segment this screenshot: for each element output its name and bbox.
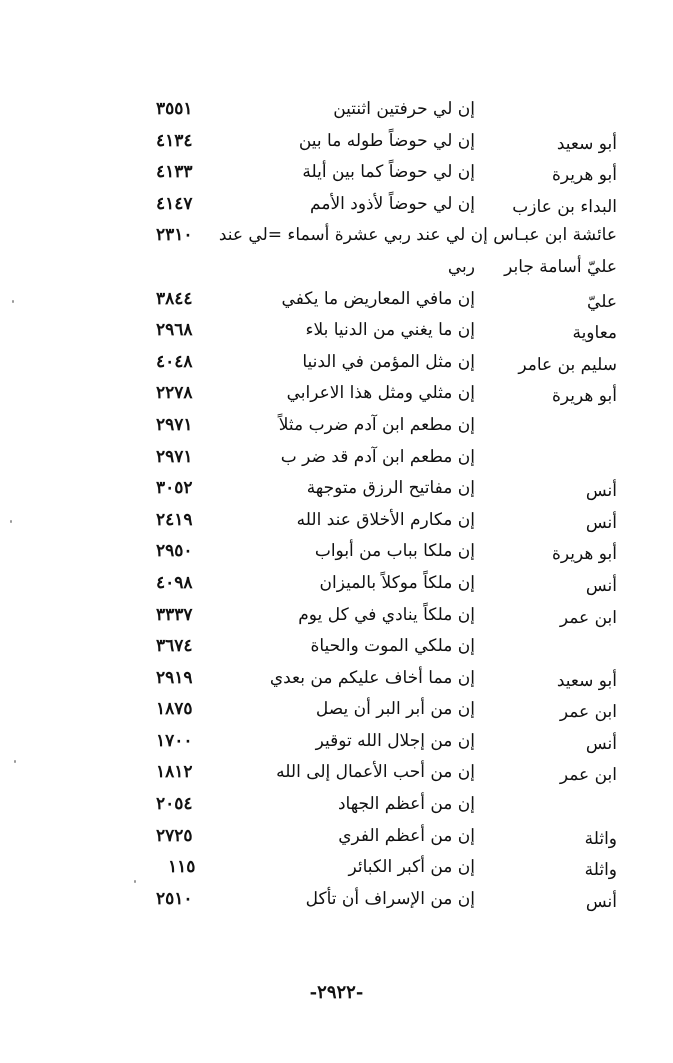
narrator: ابن عمر	[559, 607, 617, 628]
narrator: أنس	[585, 575, 617, 596]
index-row-25	[0, 852, 673, 884]
hadith-number: ٢٤١٩	[156, 509, 193, 530]
index-row-12	[0, 442, 673, 474]
hadith-opening: إن لي حوضاً طوله ما بين	[298, 130, 475, 151]
hadith-opening: إن مثلي ومثل هذا الاعرابي	[286, 383, 475, 404]
index-row-9	[0, 347, 673, 379]
hadith-opening: إن ما يغني من الدنيا بلاء	[305, 320, 475, 341]
hadith-opening: إن ملكا بباب من أبواب	[314, 541, 475, 562]
hadith-opening: عائشة ابن عبـاس إن لي عند ربي عشرة أسماء =لي عند	[218, 225, 617, 246]
page-number: -٢٩٢٢-	[309, 982, 364, 1003]
index-row-17	[0, 600, 673, 632]
hadith-number: ٢٩٥٠	[156, 541, 193, 562]
hadith-opening: إن من أحب الأعمال إلى الله	[276, 762, 475, 783]
hadith-opening: إن لي حرفتين اثنتين	[333, 99, 475, 119]
hadith-number: ٢٩٧١	[156, 446, 193, 467]
hadith-opening: إن لي حوضاً لأذود الأمم	[310, 193, 475, 214]
hadith-number: ٤٠٩٨	[156, 572, 193, 593]
narrator: أبو هريرة	[551, 544, 617, 565]
narrator: سليم بن عامر	[518, 354, 617, 375]
index-row-21	[0, 726, 673, 758]
hadith-number: ٤٠٤٨	[156, 351, 193, 372]
hadith-number: ١٨٧٥	[156, 699, 193, 720]
index-row-4	[0, 189, 673, 221]
hadith-opening: ربي	[447, 256, 475, 277]
index-row-20	[0, 694, 673, 726]
hadith-number: ٣٣٣٧	[156, 604, 193, 625]
narrator: أبو سعيد	[556, 133, 617, 154]
index-row-19	[0, 663, 673, 695]
hadith-opening: إن مثل المؤمن في الدنيا	[302, 351, 475, 372]
hadith-number: ٤١٤٧	[156, 193, 193, 214]
hadith-number: ٢٩٦٨	[156, 320, 193, 341]
index-row-16	[0, 568, 673, 600]
index-row-6	[0, 252, 673, 284]
hadith-opening: إن لي حوضاً كما بين أيلة	[302, 162, 475, 183]
hadith-index-list	[0, 94, 673, 915]
narrator: معاوية	[572, 323, 617, 344]
index-row-18	[0, 631, 673, 663]
narrator: أبو هريرة	[551, 165, 617, 186]
hadith-opening: إن من الإسراف أن تأكل	[305, 888, 475, 909]
paper-speck	[134, 880, 136, 883]
hadith-opening: إن ملكي الموت والحياة	[310, 636, 475, 657]
narrator: واثلة	[584, 828, 617, 849]
hadith-opening: إن من أعظم الجهاد	[337, 794, 475, 815]
narrator: ابن عمر	[559, 702, 617, 723]
hadith-opening: إن مطعم ابن آدم قد ضر ب	[280, 446, 475, 467]
narrator: عليّ	[587, 291, 617, 312]
narrator: ابن عمر	[559, 765, 617, 786]
hadith-opening: إن ملكاً موكلاً بالميزان	[319, 572, 475, 593]
hadith-number: ٢٣١٠	[156, 225, 193, 246]
hadith-number: ١٧٠٠	[156, 730, 193, 751]
hadith-number: ٤١٣٣	[156, 162, 193, 183]
hadith-number: ٤١٣٤	[156, 130, 193, 151]
hadith-opening: إن مما أخاف عليكم من بعدي	[269, 667, 475, 688]
hadith-number: ٢٢٧٨	[156, 383, 193, 404]
index-row-5	[0, 220, 673, 252]
hadith-number: ٢٧٢٥	[156, 825, 193, 846]
narrator: البداء بن عازب	[512, 196, 617, 217]
hadith-opening: إن من أكبر الكبائر	[348, 857, 475, 878]
index-row-24	[0, 821, 673, 853]
index-row-7	[0, 284, 673, 316]
hadith-opening: إن مطعم ابن آدم ضرب مثلاً	[278, 414, 475, 435]
hadith-number: ٣٨٤٤	[156, 288, 193, 309]
hadith-opening: إن من إجلال الله توقير	[315, 730, 475, 751]
hadith-opening: إن مكارم الأخلاق عند الله	[296, 509, 475, 530]
index-row-14	[0, 505, 673, 537]
hadith-opening: إن مفاتيح الرزق متوجهة	[306, 478, 475, 499]
index-row-15	[0, 536, 673, 568]
index-row-23	[0, 789, 673, 821]
hadith-number: ٢٩٧١	[156, 414, 193, 435]
narrator: واثلة	[584, 860, 617, 881]
hadith-opening: إن من أبر البر أن يصل	[315, 699, 475, 720]
paper-speck	[12, 300, 14, 303]
paper-speck	[10, 520, 12, 523]
hadith-opening: إن من أعظم الفري	[338, 825, 475, 846]
hadith-number: ٣٦٧٤	[156, 636, 193, 657]
hadith-number: ٢٠٥٤	[156, 794, 193, 815]
narrator: أنس	[585, 891, 617, 912]
index-row-13	[0, 473, 673, 505]
index-row-1	[0, 94, 673, 126]
index-row-26	[0, 884, 673, 916]
index-row-3	[0, 157, 673, 189]
hadith-number: ١٨١٢	[156, 762, 193, 783]
hadith-opening: إن ملكاً ينادي في كل يوم	[298, 604, 475, 625]
hadith-number: ٢٩١٩	[156, 667, 193, 688]
paper-speck	[14, 760, 16, 763]
narrator: أنس	[585, 481, 617, 502]
narrator: أنس	[585, 733, 617, 754]
index-row-8	[0, 315, 673, 347]
index-row-10	[0, 378, 673, 410]
hadith-number: ٣٥٥١	[156, 99, 193, 119]
hadith-number: ٢٥١٠	[156, 888, 193, 909]
hadith-number: ٣٠٥٢	[156, 478, 193, 499]
hadith-number: ١١٥	[168, 857, 196, 878]
narrator: أنس	[585, 512, 617, 533]
index-row-22	[0, 757, 673, 789]
index-row-11	[0, 410, 673, 442]
narrator: عليّ أسامة جابر	[504, 256, 617, 277]
hadith-opening: إن مافي المعاريض ما يكفي	[281, 288, 475, 309]
narrator: أبو سعيد	[556, 670, 617, 691]
narrator: أبو هريرة	[551, 386, 617, 407]
index-row-2	[0, 126, 673, 158]
